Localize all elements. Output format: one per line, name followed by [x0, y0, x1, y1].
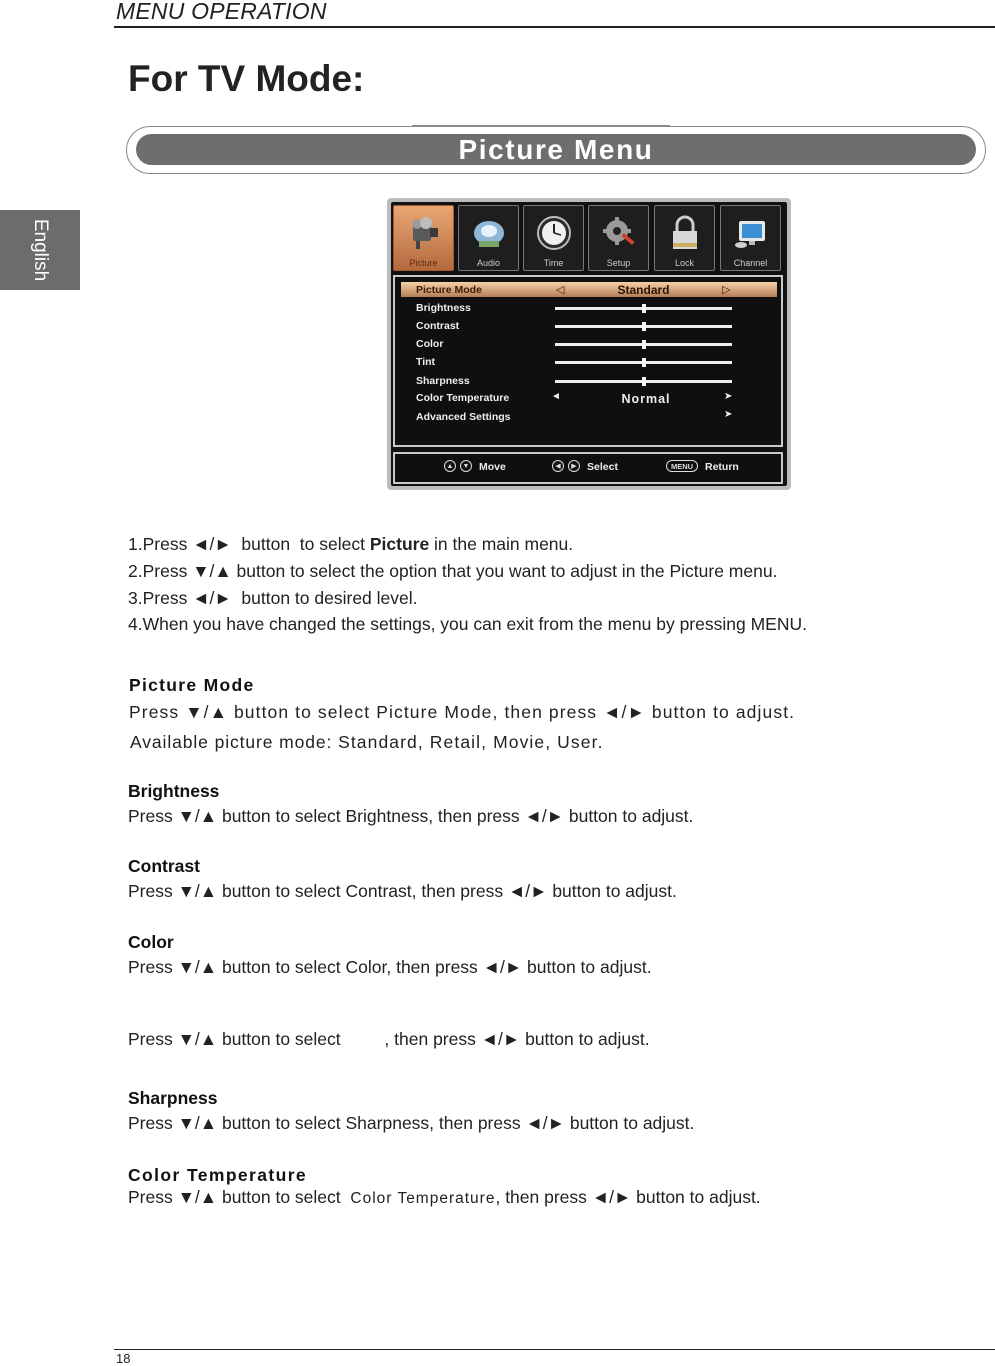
- osd-tab-label: Setup: [606, 258, 631, 268]
- osd-item-advanced-settings[interactable]: Advanced Settings: [416, 411, 511, 423]
- nav-move-label: Move: [479, 461, 506, 473]
- color-temperature-term: Color Temperature: [350, 1190, 496, 1207]
- clock-icon: [524, 211, 583, 255]
- osd-item-brightness[interactable]: Brightness: [416, 302, 471, 314]
- osd-tab-channel[interactable]: [720, 205, 781, 271]
- color-heading: Color: [128, 932, 174, 952]
- contrast-heading: Contrast: [128, 856, 200, 876]
- right-arrow-icon[interactable]: ▷: [722, 284, 731, 296]
- language-tab: [0, 210, 80, 290]
- color-temperature-text: [128, 1187, 761, 1208]
- osd-tab-label: Audio: [476, 258, 501, 268]
- osd-tab-setup[interactable]: [588, 205, 649, 271]
- section-header: MENU OPERATION: [116, 0, 327, 24]
- osd-tab-picture[interactable]: [393, 205, 454, 271]
- osd-tab-label: Time: [543, 258, 564, 268]
- down-button-icon: ▼: [460, 460, 472, 472]
- tint-text-gap: [346, 1029, 385, 1049]
- brightness-text: Press ▼/▲ button to select Brightness, then press ◄/► button to adjust.: [128, 806, 694, 826]
- page-number: 18: [116, 1351, 131, 1366]
- banner-accent-line: [412, 125, 670, 127]
- nav-return-label: Return: [705, 461, 739, 473]
- right-button-icon: ▶: [568, 460, 580, 472]
- available-label: Available picture mode:: [130, 732, 339, 752]
- page-title: For TV Mode:: [128, 58, 365, 99]
- osd-picture-mode-value: Standard: [617, 283, 670, 297]
- osd-color-temperature-value: Normal: [621, 392, 671, 406]
- tint-slider-knob[interactable]: [642, 358, 646, 367]
- contrast-text: Press ▼/▲ button to select Contrast, then press ◄/► button to adjust.: [128, 881, 677, 901]
- footer-rule: [114, 1349, 995, 1350]
- picture-mode-heading: Picture Mode: [129, 675, 255, 695]
- step-4: 4.When you have changed the settings, you can exit from the menu by pressing MENU.: [128, 614, 807, 634]
- step-1: [128, 534, 573, 555]
- brightness-slider-knob[interactable]: [642, 304, 646, 313]
- picture-mode-text: Press ▼/▲ button to select Picture Mode, then press ◄/► button to adjust.: [129, 702, 796, 722]
- monitor-icon: [721, 211, 780, 255]
- sharpness-slider-knob[interactable]: [642, 377, 646, 386]
- tint-text: [128, 1029, 650, 1050]
- osd-item-tint[interactable]: Tint: [416, 356, 436, 368]
- language-tab-label: English: [30, 218, 51, 282]
- disc-icon: [459, 211, 518, 255]
- color-temperature-text-end: , then press ◄/► button to adjust.: [495, 1187, 761, 1207]
- left-button-icon: ◀: [552, 460, 564, 472]
- picture-mode-available: [130, 732, 604, 753]
- step-2: 2.Press ▼/▲ button to select the option that you want to adjust in the Picture menu.: [128, 561, 778, 581]
- osd-item-color[interactable]: Color: [416, 338, 444, 350]
- header-rule: [114, 26, 995, 28]
- available-values: Standard, Retail, Movie, User.: [338, 732, 604, 752]
- step-1-text: 1.Press ◄/► button to select: [128, 534, 370, 554]
- contrast-slider-knob[interactable]: [642, 322, 646, 331]
- color-slider-knob[interactable]: [642, 340, 646, 349]
- step-3: 3.Press ◄/► button to desired level.: [128, 588, 418, 608]
- osd-item-picture-mode[interactable]: Picture Mode: [416, 284, 482, 296]
- tint-text-end: , then press ◄/► button to adjust.: [384, 1029, 650, 1049]
- color-text: Press ▼/▲ button to select Color, then press ◄/► button to adjust.: [128, 957, 652, 977]
- camera-icon: [394, 211, 453, 255]
- left-arrow-icon[interactable]: ◁: [556, 284, 565, 296]
- osd-tab-audio[interactable]: [458, 205, 519, 271]
- brightness-heading: Brightness: [128, 781, 220, 801]
- osd-tab-label: Lock: [674, 258, 694, 268]
- lock-icon: [655, 211, 714, 255]
- osd-tab-label: Picture: [409, 258, 438, 268]
- osd-item-color-temperature[interactable]: Color Temperature: [416, 392, 510, 404]
- left-arrow-icon[interactable]: ◄: [551, 391, 561, 402]
- osd-tab-label: Channel: [733, 258, 768, 268]
- osd-tab-time[interactable]: [523, 205, 584, 271]
- right-arrow-icon[interactable]: ➤: [724, 409, 733, 420]
- osd-tab-lock[interactable]: [654, 205, 715, 271]
- menu-key-icon: MENU: [666, 460, 698, 472]
- nav-select-label: Select: [587, 461, 618, 473]
- step-1-text-end: in the main menu.: [429, 534, 574, 554]
- sharpness-heading: Sharpness: [128, 1088, 218, 1108]
- sharpness-text: Press ▼/▲ button to select Sharpness, then press ◄/► button to adjust.: [128, 1113, 695, 1133]
- tint-text-start: Press ▼/▲ button to select: [128, 1029, 346, 1049]
- step-1-bold: Picture: [369, 534, 430, 554]
- color-temperature-text-start: Press ▼/▲ button to select: [128, 1187, 351, 1207]
- gear-icon: [589, 211, 648, 255]
- up-button-icon: ▲: [444, 460, 456, 472]
- osd-item-sharpness[interactable]: Sharpness: [416, 375, 470, 387]
- color-temperature-heading: Color Temperature: [128, 1165, 308, 1185]
- right-arrow-icon[interactable]: ➤: [724, 391, 733, 402]
- osd-item-contrast[interactable]: Contrast: [416, 320, 460, 332]
- menu-banner-title: Picture Menu: [458, 134, 654, 165]
